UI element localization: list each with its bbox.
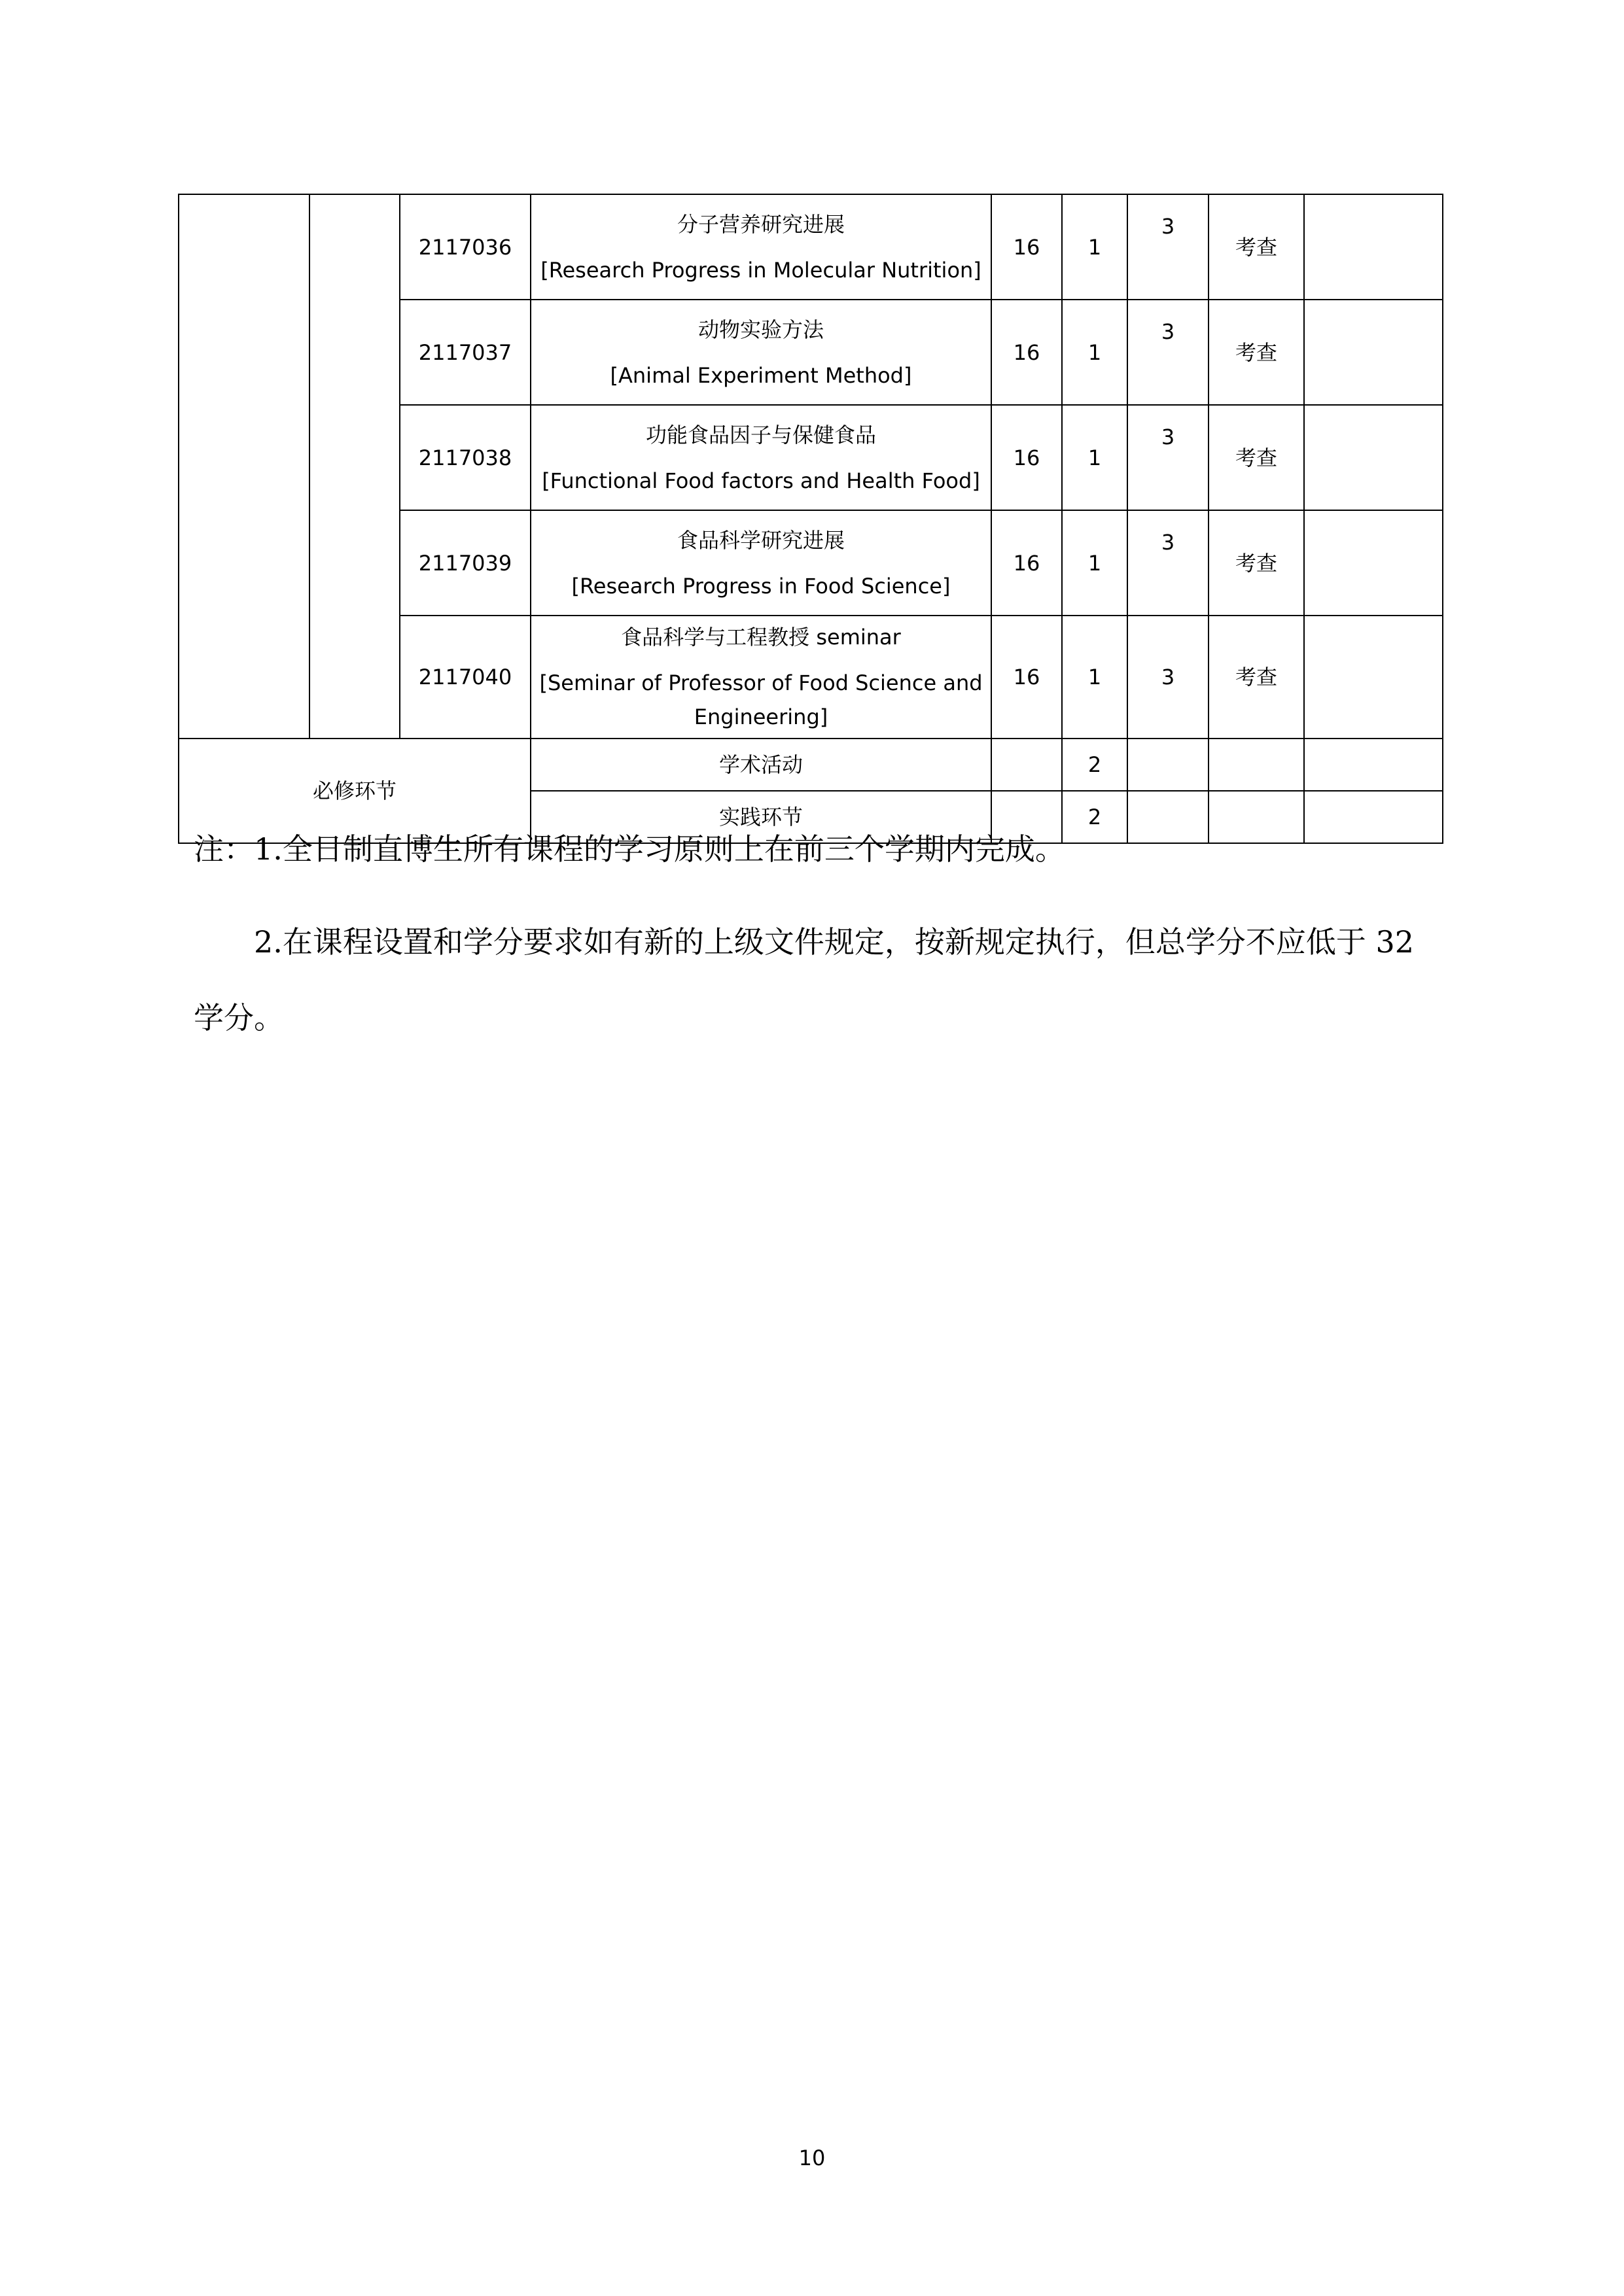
table-row	[179, 739, 1443, 791]
required-item-name: 实践环节	[531, 791, 991, 843]
required-section-label: 必修环节	[179, 739, 531, 843]
course-name-en: [Research Progress in Food Science]	[571, 573, 951, 599]
course-hours: 16	[991, 616, 1062, 739]
course-semester: 3	[1127, 510, 1209, 616]
course-assessment: 考查	[1209, 510, 1304, 616]
course-assessment: 考查	[1209, 405, 1304, 510]
course-credits: 1	[1062, 194, 1127, 300]
course-semester: 3	[1127, 616, 1209, 739]
required-item-semester	[1127, 739, 1209, 791]
course-name-en: [Research Progress in Molecular Nutrition]	[540, 257, 981, 283]
required-item-name: 学术活动	[531, 739, 991, 791]
course-assessment: 考查	[1209, 194, 1304, 300]
course-name	[531, 194, 991, 300]
course-hours: 16	[991, 194, 1062, 300]
course-name-zh: 分子营养研究进展	[677, 211, 845, 237]
course-name-en: [Functional Food factors and Health Food]	[542, 468, 980, 493]
course-credits: 1	[1062, 616, 1127, 739]
course-remark	[1304, 300, 1443, 405]
note-2: 2.在课程设置和学分要求如有新的上级文件规定，按新规定执行，但总学分不应低于 32 学分。	[194, 924, 1415, 1035]
course-hours: 16	[991, 510, 1062, 616]
required-item-hours	[991, 739, 1062, 791]
course-name-zh: 食品科学与工程教授 seminar	[621, 625, 901, 650]
course-remark	[1304, 405, 1443, 510]
course-name-zh: 功能食品因子与保健食品	[645, 422, 876, 447]
course-remark	[1304, 510, 1443, 616]
course-credits: 1	[1062, 300, 1127, 405]
course-semester: 3	[1127, 194, 1209, 300]
course-name-zh: 动物实验方法	[697, 317, 824, 342]
course-name	[531, 405, 991, 510]
course-type-cell	[309, 194, 400, 739]
course-assessment: 考查	[1209, 616, 1304, 739]
required-item-assessment	[1209, 739, 1304, 791]
course-code: 2117040	[400, 616, 531, 739]
course-hours: 16	[991, 300, 1062, 405]
course-assessment: 考查	[1209, 300, 1304, 405]
course-name-zh: 食品科学研究进展	[677, 527, 845, 553]
course-credits: 1	[1062, 510, 1127, 616]
course-category-cell	[179, 194, 309, 739]
course-code: 2117039	[400, 510, 531, 616]
course-remark	[1304, 616, 1443, 739]
note-1: 注：1.全日制直博生所有课程的学习原则上在前三个学期内完成。	[194, 831, 1065, 867]
course-name	[531, 510, 991, 616]
course-name-en: [Animal Experiment Method]	[610, 362, 912, 388]
course-code: 2117038	[400, 405, 531, 510]
course-semester: 3	[1127, 405, 1209, 510]
required-item-credits: 2	[1062, 739, 1127, 791]
course-hours: 16	[991, 405, 1062, 510]
course-code: 2117037	[400, 300, 531, 405]
course-credits: 1	[1062, 405, 1127, 510]
course-semester: 3	[1127, 300, 1209, 405]
required-item-remark	[1304, 739, 1443, 791]
page-number: 10	[798, 2146, 826, 2170]
required-item-credits: 2	[1062, 791, 1127, 843]
course-remark	[1304, 194, 1443, 300]
course-name	[531, 300, 991, 405]
notes-section	[194, 823, 1450, 1056]
course-name	[531, 616, 991, 739]
table-row	[179, 194, 1443, 300]
course-table	[178, 194, 1443, 844]
course-code: 2117036	[400, 194, 531, 300]
course-name-en: [Seminar of Professor of Food Science and Engineering]	[539, 670, 983, 729]
